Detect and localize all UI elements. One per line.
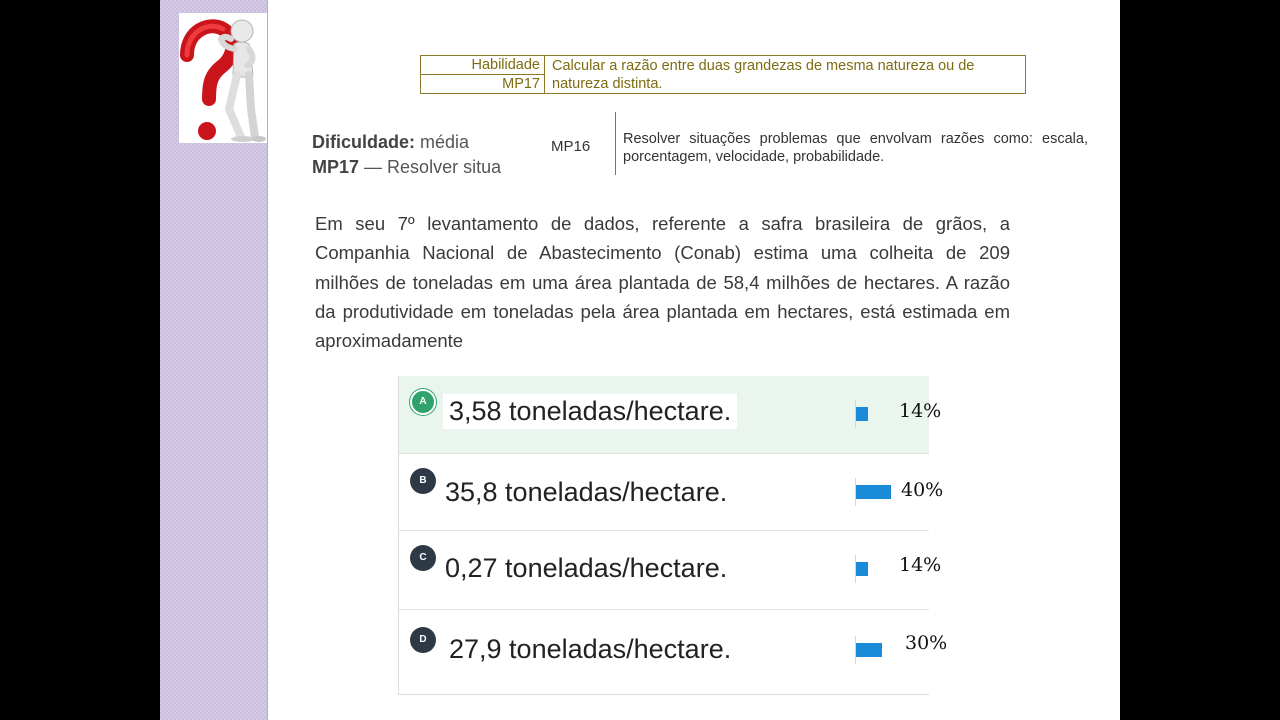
percent-label-c: 14%: [899, 554, 942, 576]
percent-label-d: 30%: [905, 632, 948, 654]
result-bar-c: [856, 562, 868, 576]
option-badge-a: A: [410, 389, 436, 415]
mp16-description: Resolver situações problemas que envolvam razões como: escala, porcentagem, velocidade, probabilidade.: [623, 131, 1088, 165]
option-text-a: 3,58 toneladas/hectare.: [443, 394, 737, 429]
difficulty-label: Dificuldade:: [312, 132, 416, 152]
skill-table: [420, 55, 1026, 94]
question-text: Em seu 7º levantamento de dados, referente a safra brasileira de grãos, a Companhia Nacional de Abastecimento (Conab) estima uma colheita de 209 milhões de toneladas em uma área plantada de 58,4 milhões de hectares. A razão da produtividade em toneladas pela área plantada em hectares, está estimada em aproximadamente: [315, 213, 1010, 352]
option-b[interactable]: [399, 454, 944, 531]
difficulty-value: média: [420, 132, 470, 152]
result-bar-b: [856, 485, 891, 499]
result-bar-d: [856, 643, 882, 657]
option-text-c: 0,27 toneladas/hectare.: [445, 553, 728, 583]
option-d[interactable]: [399, 610, 948, 693]
difficulty-text: — Resolver situa: [364, 157, 502, 177]
skill-key-code: MP17: [502, 76, 540, 92]
option-a[interactable]: [399, 376, 942, 454]
mp16-divider: [615, 112, 616, 175]
thinker-question-mark-icon: [179, 13, 267, 143]
skill-key-habilidade: Habilidade: [421, 56, 544, 75]
answer-options: [398, 376, 948, 695]
option-c[interactable]: [399, 531, 942, 610]
option-badge-b: B: [410, 468, 436, 494]
difficulty-code: MP17: [312, 157, 360, 177]
mp16-code: MP16: [551, 138, 591, 155]
skill-description: Calcular a razão entre duas grandezas de mesma natureza ou de natureza distinta.: [552, 58, 975, 92]
option-badge-c: C: [410, 545, 436, 571]
option-text-b: 35,8 toneladas/hectare.: [445, 477, 728, 507]
result-bar-a: [856, 407, 868, 421]
percent-label-b: 40%: [901, 479, 944, 501]
difficulty-block: [312, 130, 517, 180]
table-divider: [544, 56, 545, 93]
option-text-d: 27,9 toneladas/hectare.: [449, 634, 732, 664]
option-badge-d: D: [410, 627, 436, 653]
slide: [160, 0, 1120, 720]
percent-label-a: 14%: [899, 400, 942, 422]
